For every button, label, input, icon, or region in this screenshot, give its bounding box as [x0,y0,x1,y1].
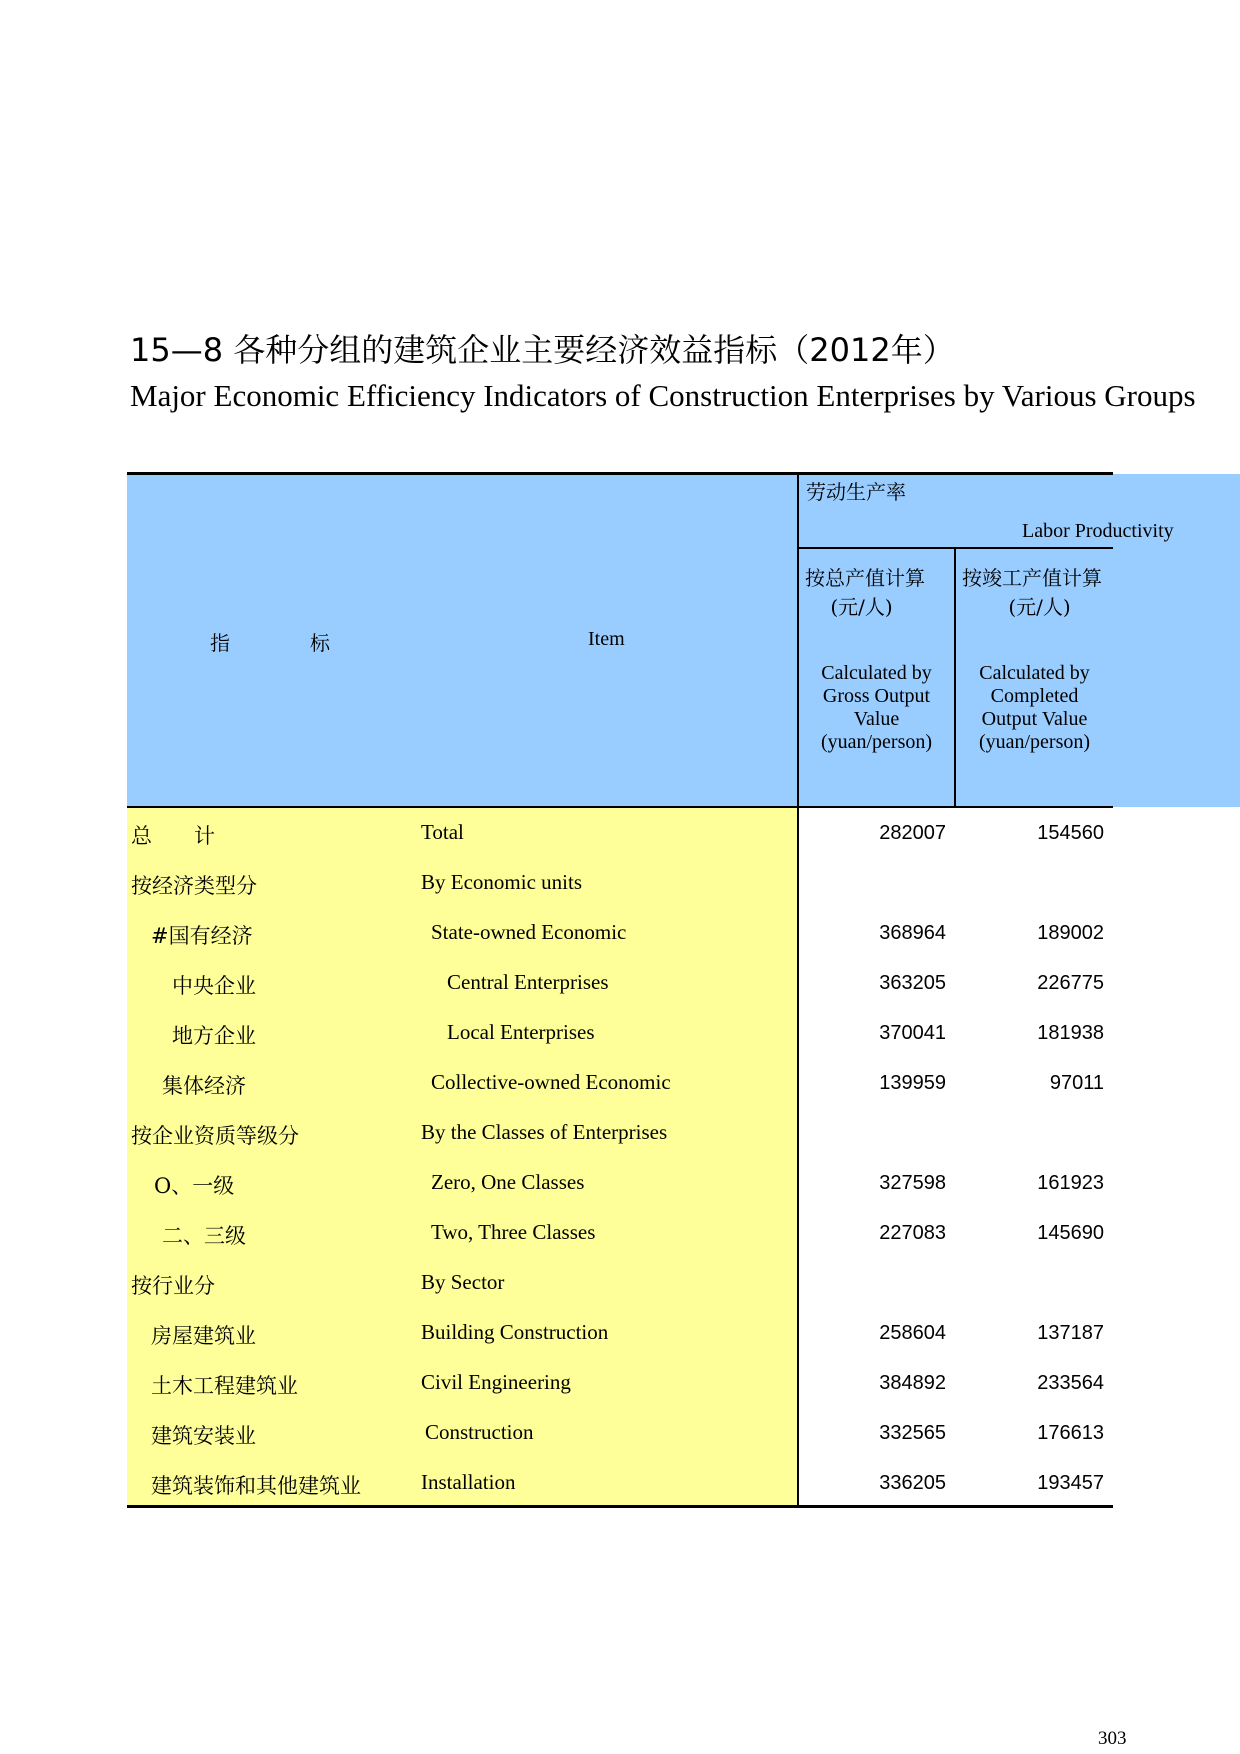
row-value-gross: 282007 [879,822,946,844]
row-value-completed: 145690 [1037,1222,1104,1244]
row-label-cn: 按经济类型分 [131,874,257,898]
row-label-cn: #国有经济 [151,924,253,948]
header-col2-en4: (yuan/person) [978,731,1091,753]
header-col2-cn1: 按竣工产值计算 [962,566,1102,590]
row-label-en: Collective-owned Economic [431,1070,671,1094]
row-value-completed: 154560 [1037,822,1104,844]
page-title-english: Major Economic Efficiency Indicators of Construction Enterprises by Various Groups [130,378,1196,413]
row-value-completed: 97011 [1049,1072,1104,1094]
row-value-completed: 189002 [1037,922,1104,944]
row-value-gross: 336205 [879,1472,946,1494]
row-value-completed: 176613 [1037,1422,1104,1444]
row-value-gross: 327598 [879,1172,946,1194]
row-value-gross: 384892 [879,1372,946,1394]
row-label-cn: 总 计 [131,824,215,848]
header-item-cn: 指 标 [210,631,330,655]
header-col2-en3: Output Value [981,708,1088,730]
table-top-rule [127,472,1113,475]
row-value-gross: 363205 [879,972,946,994]
row-label-en: Zero, One Classes [431,1170,585,1194]
row-label-cn: 建筑装饰和其他建筑业 [151,1474,361,1498]
row-label-en: Building Construction [421,1320,609,1344]
row-label-en: Total [421,820,464,844]
table-bottom-rule [127,1505,1113,1508]
row-label-en: By the Classes of Enterprises [421,1120,668,1144]
header-group-en-clip [1022,520,1174,543]
header-col2 [956,562,1113,754]
row-value-gross: 370041 [879,1022,946,1044]
header-col1-en1: Calculated by [821,662,932,684]
header-group-en: Labor Productivity [1022,520,1174,542]
header-item-en: Item [588,628,625,650]
row-label-cn: 中央企业 [172,974,256,998]
row-label-en: Construction [425,1420,534,1444]
row-label-cn: 按企业资质等级分 [131,1124,299,1148]
header-col1-cn2: (元/人) [830,595,893,619]
row-value-completed: 226775 [1037,972,1104,994]
row-value-gross: 139959 [879,1072,946,1094]
header-col2-en2: Completed [990,685,1079,707]
header-col2-cn2: (元/人) [1008,595,1071,619]
header-group-cn: 劳动生产率 [806,480,906,504]
row-label-en: By Sector [421,1270,505,1294]
right-mask [1113,807,1240,1507]
row-label-en: State-owned Economic [431,920,627,944]
page-number: 303 [1098,1728,1127,1749]
row-label-cn: 按行业分 [131,1274,215,1298]
row-label-cn: 建筑安装业 [151,1424,256,1448]
row-value-completed: 137187 [1037,1322,1104,1344]
row-value-gross: 332565 [879,1422,946,1444]
row-label-en: Central Enterprises [447,970,609,994]
header-col1-cn1: 按总产值计算 [805,566,925,590]
header-col1-en3: Value [853,708,900,730]
row-label-cn: 二、三级 [162,1224,246,1248]
row-value-completed: 161923 [1037,1172,1104,1194]
row-label-en: By Economic units [421,870,582,894]
page-title-chinese: 15—8 各种分组的建筑企业主要经济效益指标（2012年） [130,331,955,369]
item-column-background [127,807,799,1507]
header-col1-en4: (yuan/person) [820,731,933,753]
row-label-en: Two, Three Classes [431,1220,596,1244]
row-label-cn: 集体经济 [162,1074,246,1098]
row-label-cn: 房屋建筑业 [151,1324,256,1348]
row-label-en: Local Enterprises [447,1020,595,1044]
row-value-completed: 193457 [1037,1472,1104,1494]
header-col2-en1: Calculated by [979,662,1090,684]
group-underline [799,547,1113,549]
header-col1-en2: Gross Output [822,685,931,707]
row-value-gross: 227083 [879,1222,946,1244]
row-value-completed: 181938 [1037,1022,1104,1044]
row-label-cn: 土木工程建筑业 [151,1374,298,1398]
row-value-completed: 233564 [1037,1372,1104,1394]
row-label-cn: O、一级 [154,1174,235,1198]
header-col1 [799,562,954,754]
header-bottom-rule [127,806,1113,808]
row-value-gross: 258604 [879,1322,946,1344]
row-label-en: Installation [421,1470,516,1494]
row-value-gross: 368964 [879,922,946,944]
row-label-en: Civil Engineering [421,1370,571,1394]
row-label-cn: 地方企业 [172,1024,256,1048]
